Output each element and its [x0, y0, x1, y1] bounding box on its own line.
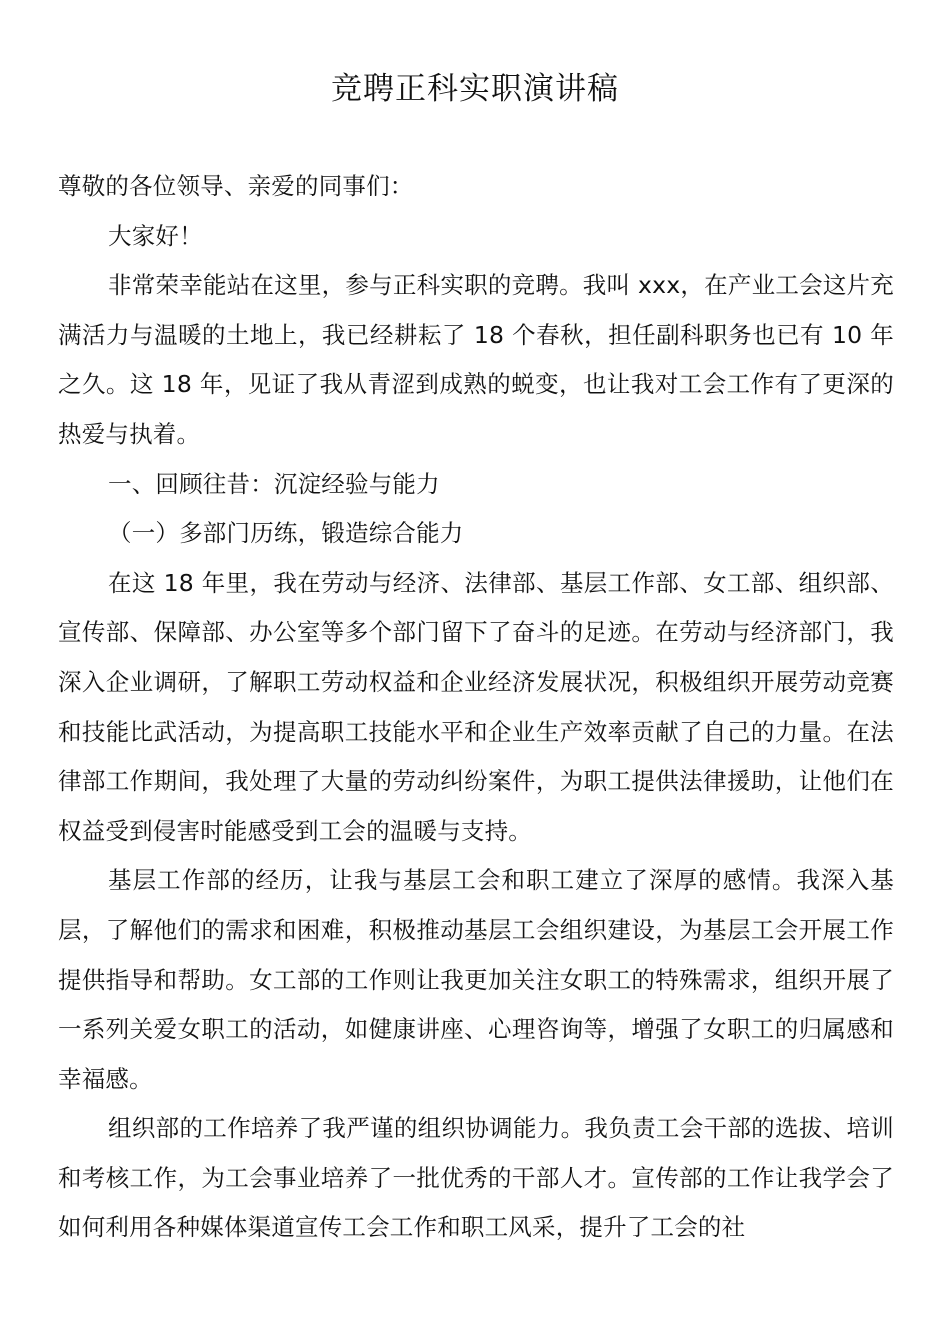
salutation: 尊敬的各位领导、亲爱的同事们： [58, 172, 414, 200]
paragraph-departments: 在这 18 年里，我在劳动与经济、法律部、基层工作部、女工部、组织部、宣传部、保障部、办公室等多个部门留下了奋斗的足迹。在劳动与经济部门，我深入企业调研，了解职工劳动权益和企业经济发展状况，积极组织开展劳动竞赛和技能比武活动，为提高职工技能水平和企业生产效率贡献了自己的力量。在法律部工作期间，我处理了大量的劳动纠纷案件，为职工提供法律援助，让他们在权益受到侵害时能感受到工会的温暖与支持。 [58, 568, 894, 845]
paragraph-greeting: 大家好！ [108, 221, 203, 250]
page-title: 竞聘正科实职演讲稿 [331, 71, 619, 107]
subsection-heading: （一）多部门历练，锻造综合能力 [108, 519, 464, 548]
document-body [58, 162, 894, 1253]
section-heading: 一、回顾往昔：沉淀经验与能力 [108, 469, 440, 498]
paragraph-organization: 组织部的工作培养了我严谨的组织协调能力。我负责工会干部的选拔、培训和考核工作，为工会事业培养了一批优秀的干部人才。宣传部的工作让我学会了如何利用各种媒体渠道宣传工会工作和职工风采，提升了工会的社 [58, 1114, 894, 1242]
paragraph-introduction: 非常荣幸能站在这里，参与正科实职的竞聘。我叫 xxx，在产业工会这片充满活力与温暖的土地上，我已经耕耘了 18 个春秋，担任副科职务也已有 10 年之久。这 18 年，见证了我从青涩到成熟的蜕变，也让我对工会工作有了更深的热爱与执着。 [58, 271, 894, 448]
paragraph-grassroots: 基层工作部的经历，让我与基层工会和职工建立了深厚的感情。我深入基层，了解他们的需求和困难，积极推动基层工会组织建设，为基层工会开展工作提供指导和帮助。女工部的工作则让我更加关注女职工的特殊需求，组织开展了一系列关爱女职工的活动，如健康讲座、心理咨询等，增强了女职工的归属感和幸福感。 [58, 866, 894, 1093]
